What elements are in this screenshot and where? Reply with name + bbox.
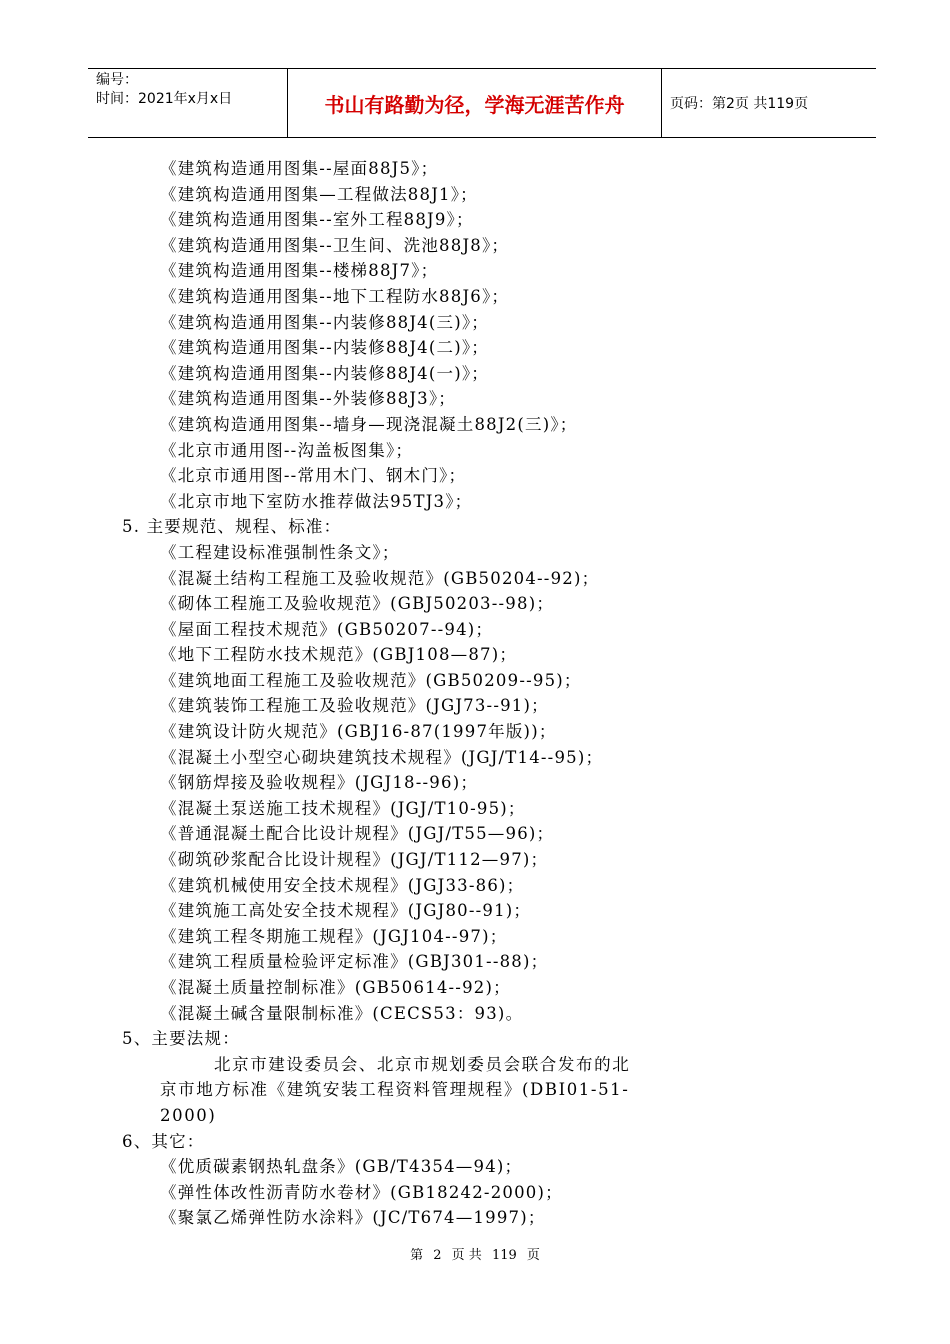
other-list bbox=[122, 1154, 782, 1231]
serial-label: 编号： bbox=[96, 72, 138, 88]
list-item: 《砌筑砂浆配合比设计规程》(JGJ/T112—97)； bbox=[160, 850, 549, 870]
list-item: 《聚氯乙烯弹性防水涂料》(JC/T674—1997)； bbox=[160, 1208, 546, 1228]
list-item: 《钢筋焊接及验收规程》(JGJ18--96)； bbox=[160, 773, 479, 793]
list-item: 《建筑构造通用图集--内装修88J4(一)》； bbox=[160, 363, 489, 383]
footer-mid: 页 共 bbox=[451, 1248, 482, 1263]
atlas-list bbox=[122, 156, 782, 514]
list-item: 《北京市通用图--常用木门、钢木门》； bbox=[160, 466, 467, 486]
list-item: 《北京市通用图--沟盖板图集》； bbox=[160, 440, 414, 460]
page-footer bbox=[0, 1244, 950, 1263]
list-item: 《工程建设标准强制性条文》； bbox=[160, 542, 400, 562]
list-item: 《建筑工程冬期施工规程》(JGJ104--97)； bbox=[160, 926, 508, 946]
document-body bbox=[122, 156, 782, 1231]
list-item: 《混凝土质量控制标准》(GB50614--92)； bbox=[160, 978, 511, 997]
section-heading-other: 6、其它： bbox=[122, 1131, 205, 1151]
section-heading-standards: 5. 主要规范、规程、标准： bbox=[122, 517, 342, 537]
list-item: 《建筑地面工程施工及验收规范》(GB50209--95)； bbox=[160, 670, 582, 690]
list-item: 《混凝土结构工程施工及验收规范》(GB50204--92)； bbox=[160, 568, 600, 588]
page-header bbox=[88, 68, 876, 138]
header-page-label: 页码：第2页 共119页 bbox=[670, 96, 809, 112]
list-item: 《弹性体改性沥青防水卷材》(GB18242-2000)； bbox=[160, 1182, 563, 1202]
standards-list bbox=[122, 540, 782, 1026]
list-item: 《屋面工程技术规范》(GB50207--94)； bbox=[160, 619, 494, 639]
header-motto: 书山有路勤为径，学海无涯苦作舟 bbox=[288, 69, 662, 137]
list-item: 《优质碳素钢热轧盘条》(GB/T4354—94)； bbox=[160, 1157, 523, 1177]
list-item: 《北京市地下室防水推荐做法95TJ3》； bbox=[160, 491, 473, 511]
list-item: 《建筑构造通用图集--外装修88J3》； bbox=[160, 389, 457, 409]
list-item: 《建筑构造通用图集--地下工程防水88J6》； bbox=[160, 286, 510, 306]
section-heading-regulations: 5、主要法规： bbox=[122, 1029, 240, 1049]
list-item: 《混凝土碱含量限制标准》(CECS53：93)。 bbox=[160, 1003, 524, 1023]
regulation-line: 2000) bbox=[160, 1105, 217, 1125]
regulation-line: 北京市建设委员会、北京市规划委员会联合发布的北 bbox=[214, 1054, 631, 1074]
list-item: 《建筑施工高处安全技术规程》(JGJ80--91)； bbox=[160, 901, 532, 921]
footer-prefix: 第 bbox=[410, 1248, 424, 1263]
list-item: 《建筑构造通用图集--卫生间、洗池88J8》； bbox=[160, 235, 510, 255]
list-item: 《混凝土小型空心砌块建筑技术规程》(JGJ/T14--95)； bbox=[160, 747, 604, 767]
regulation-line: 京市地方标准《建筑安装工程资料管理规程》(DBI01-51- bbox=[160, 1080, 630, 1100]
list-item: 《建筑构造通用图集--室外工程88J9》； bbox=[160, 210, 474, 230]
list-item: 《地下工程防水技术规范》(GBJ108—87)； bbox=[160, 645, 518, 665]
footer-total-pages: 119 bbox=[491, 1248, 517, 1263]
list-item: 《建筑构造通用图集--内装修88J4(二)》； bbox=[160, 338, 489, 358]
list-item: 《建筑设计防火规范》(GBJ16-87(1997年版))； bbox=[160, 722, 557, 742]
list-item: 《建筑装饰工程施工及验收规范》(JGJ73--91)； bbox=[160, 696, 549, 716]
list-item: 《混凝土泵送施工技术规程》(JGJ/T10-95)； bbox=[160, 798, 526, 818]
list-item: 《建筑构造通用图集--内装修88J4(三)》； bbox=[160, 312, 489, 332]
regulation-paragraph bbox=[122, 1052, 782, 1129]
list-item: 《建筑构造通用图集--墙身—现浇混凝土88J2(三)》； bbox=[160, 414, 578, 434]
footer-page-number: 2 bbox=[433, 1248, 442, 1263]
list-item: 《建筑构造通用图集--屋面88J5》； bbox=[160, 159, 439, 178]
list-item: 《建筑构造通用图集--楼梯88J7》； bbox=[160, 261, 439, 281]
header-meta bbox=[88, 69, 288, 137]
time-label: 时间：2021年x月x日 bbox=[96, 91, 233, 107]
list-item: 《砌体工程施工及验收规范》(GBJ50203--98)； bbox=[160, 594, 555, 614]
list-item: 《普通混凝土配合比设计规程》(JGJ/T55—96)； bbox=[160, 824, 555, 844]
list-item: 《建筑机械使用安全技术规程》(JGJ33-86)； bbox=[160, 875, 525, 895]
list-item: 《建筑工程质量检验评定标准》(GBJ301--88)； bbox=[160, 952, 549, 972]
list-item: 《建筑构造通用图集—工程做法88J1》； bbox=[160, 184, 478, 204]
footer-suffix: 页 bbox=[526, 1248, 540, 1263]
